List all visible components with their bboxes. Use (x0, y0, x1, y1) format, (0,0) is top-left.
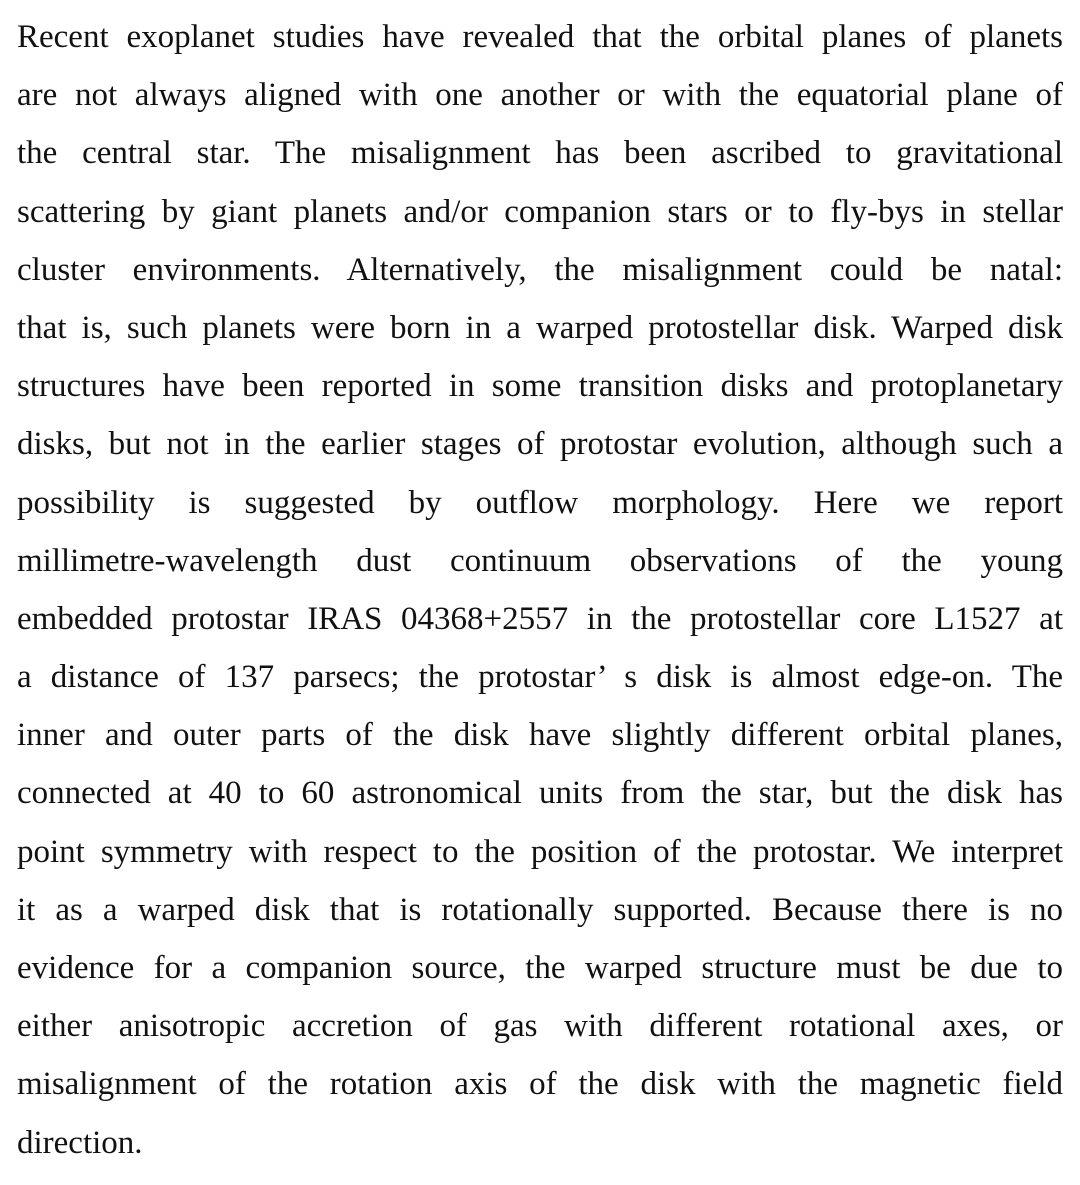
text-line: it as a warped disk that is rotationally supported. Because there is no (17, 891, 1063, 928)
text-line: that is, such planets were born in a warped protostellar disk. Warped disk (17, 309, 1063, 346)
text-line: connected at 40 to 60 astronomical units from the star, but the disk has (17, 775, 1063, 812)
text-line: inner and outer parts of the disk have slightly different orbital planes, (17, 717, 1063, 754)
text-line: scattering by giant planets and/or companion stars or to fly-bys in stellar (17, 193, 1063, 230)
text-line: evidence for a companion source, the warped structure must be due to (17, 950, 1063, 986)
text-line: possibility is suggested by outflow morphology. Here we report (17, 484, 1063, 521)
text-line: millimetre-wavelength dust continuum observations of the young (17, 542, 1063, 579)
text-line: misalignment of the rotation axis of the disk with the magnetic field (17, 1066, 1063, 1103)
text-line: are not always aligned with one another or with the equatorial plane of (17, 77, 1063, 114)
text-line: the central star. The misalignment has been ascribed to gravitational (17, 135, 1063, 172)
text-line: structures have been reported in some transition disks and protoplanetary (17, 368, 1063, 405)
text-line: cluster environments. Alternatively, the misalignment could be natal: (17, 251, 1063, 288)
text-line: Recent exoplanet studies have revealed that the orbital planes of planets (17, 19, 1063, 55)
text-line: direction. (17, 1124, 143, 1161)
text-line: disks, but not in the earlier stages of protostar evolution, although such a (17, 426, 1063, 463)
abstract-paragraph (17, 10, 1063, 1174)
text-line: point symmetry with respect to the position of the protostar. We interpret (17, 833, 1063, 870)
text-line: either anisotropic accretion of gas with different rotational axes, or (17, 1008, 1063, 1045)
text-line: a distance of 137 parsecs; the protostar’ s disk is almost edge-on. The (17, 659, 1063, 696)
text-line: embedded protostar IRAS 04368+2557 in the protostellar core L1527 at (17, 600, 1063, 637)
